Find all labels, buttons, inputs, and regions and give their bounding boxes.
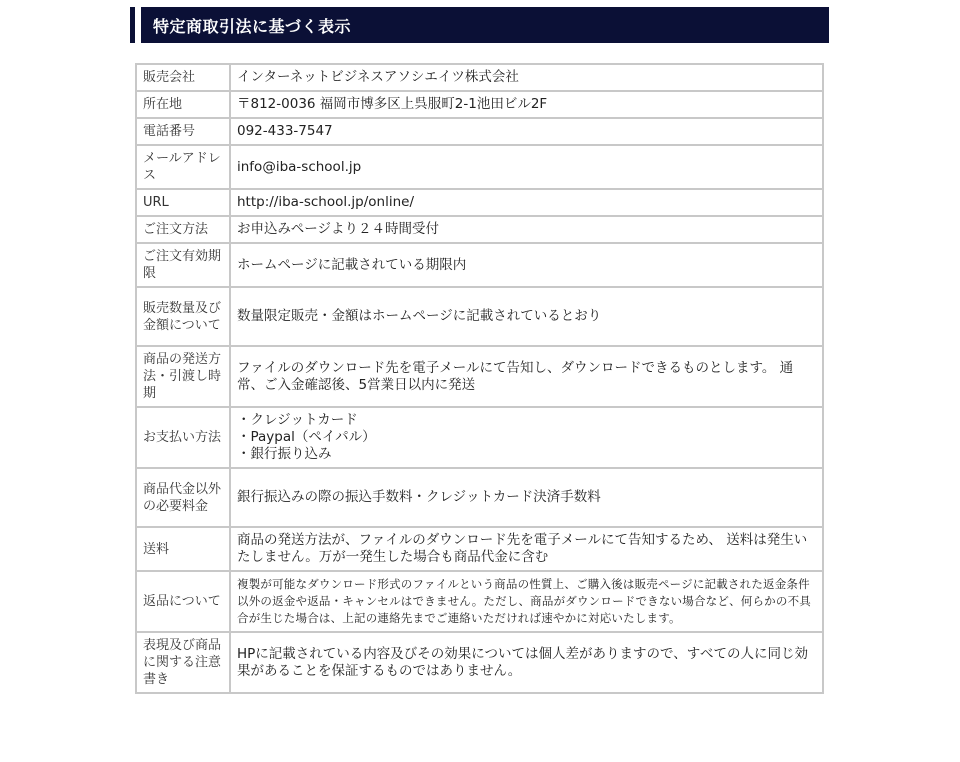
row-value bbox=[230, 91, 823, 118]
commerce-law-table-wrap bbox=[135, 63, 824, 694]
row-value-line: HPに記載されている内容及びその効果については個人差がありますので、すべての人に同じ効果があることを保証するものではありません。 bbox=[237, 645, 808, 679]
row-value-line: ホームページに記載されている期限内 bbox=[237, 256, 467, 273]
row-label: 表現及び商品に関する注意書き bbox=[136, 632, 230, 693]
row-label: ご注文有効期限 bbox=[136, 243, 230, 287]
section-heading-title: 特定商取引法に基づく表示 bbox=[153, 16, 352, 36]
table-row bbox=[136, 118, 823, 145]
page bbox=[130, 7, 829, 687]
row-label: お支払い方法 bbox=[136, 407, 230, 468]
row-value bbox=[230, 468, 823, 527]
row-value-line: ・銀行振り込み bbox=[237, 446, 332, 462]
row-label: 所在地 bbox=[136, 91, 230, 118]
row-value-line: 数量限定販売・金額はホームページに記載されているとおり bbox=[237, 308, 602, 324]
row-value bbox=[230, 346, 823, 407]
table-row bbox=[136, 346, 823, 407]
row-value bbox=[230, 216, 823, 243]
row-value bbox=[230, 64, 823, 91]
row-value-line: インターネットビジネスアソシエイツ株式会社 bbox=[237, 69, 519, 85]
table-row bbox=[136, 189, 823, 216]
table-row bbox=[136, 243, 823, 287]
table-row bbox=[136, 216, 823, 243]
table-row bbox=[136, 632, 823, 693]
row-label: 販売数量及び金額について bbox=[136, 287, 230, 346]
row-value-line: 092-433-7547 bbox=[237, 123, 333, 139]
table-row bbox=[136, 287, 823, 346]
row-value-line: ファイルのダウンロード先を電子メールにて告知し、ダウンロードできるものとします。 通常、ご入金確認後、5営業日以内に発送 bbox=[237, 359, 794, 393]
row-value-line: 複製が可能なダウンロード形式のファイルという商品の性質上、ご購入後は販売ページに記載された返金条件以外の返金や返品・キャンセルはできません。ただし、商品がダウンロードできない場合など、何らかの不具合が生じた場合は、上記の連絡先までご連絡いただければ速やかに対応いたします。 bbox=[237, 577, 811, 625]
row-value-line: 商品の発送方法が、ファイルのダウンロード先を電子メールにて告知するため、 送料は発生いたしません。万が一発生した場合も商品代金に含む bbox=[237, 532, 808, 565]
row-value bbox=[230, 243, 823, 287]
row-value bbox=[230, 287, 823, 346]
row-value bbox=[230, 189, 823, 216]
row-label: 電話番号 bbox=[136, 118, 230, 145]
row-value-line: 〒812-0036 福岡市博多区上呉服町2-1池田ビル2F bbox=[237, 96, 548, 112]
row-label: 返品について bbox=[136, 571, 230, 632]
row-label: 商品代金以外の必要料金 bbox=[136, 468, 230, 527]
commerce-law-table-body bbox=[136, 64, 823, 693]
table-row bbox=[136, 468, 823, 527]
row-label: ご注文方法 bbox=[136, 216, 230, 243]
table-row bbox=[136, 407, 823, 468]
row-label: URL bbox=[136, 189, 230, 216]
commerce-law-table bbox=[135, 63, 824, 694]
row-label: 販売会社 bbox=[136, 64, 230, 91]
row-value bbox=[230, 571, 823, 632]
table-row bbox=[136, 91, 823, 118]
row-label: 商品の発送方法・引渡し時期 bbox=[136, 346, 230, 407]
table-row bbox=[136, 571, 823, 632]
row-value-line: お申込みページより２４時間受付 bbox=[237, 221, 439, 237]
row-value bbox=[230, 527, 823, 571]
row-value-line: info@iba-school.jp bbox=[237, 158, 362, 175]
row-label: 送料 bbox=[136, 527, 230, 571]
row-value bbox=[230, 632, 823, 693]
table-row bbox=[136, 64, 823, 91]
row-value-line: 銀行振込みの際の振込手数料・クレジットカード決済手数料 bbox=[237, 489, 601, 505]
section-heading bbox=[135, 7, 829, 43]
row-value-line: http://iba-school.jp/online/ bbox=[237, 194, 414, 210]
row-label: メールアドレス bbox=[136, 145, 230, 189]
row-value bbox=[230, 118, 823, 145]
row-value bbox=[230, 145, 823, 189]
row-value bbox=[230, 407, 823, 468]
row-value-line: ・クレジットカード bbox=[237, 412, 358, 428]
table-row bbox=[136, 527, 823, 571]
row-value-line: ・Paypal（ペイパル） bbox=[237, 429, 376, 445]
table-row bbox=[136, 145, 823, 189]
